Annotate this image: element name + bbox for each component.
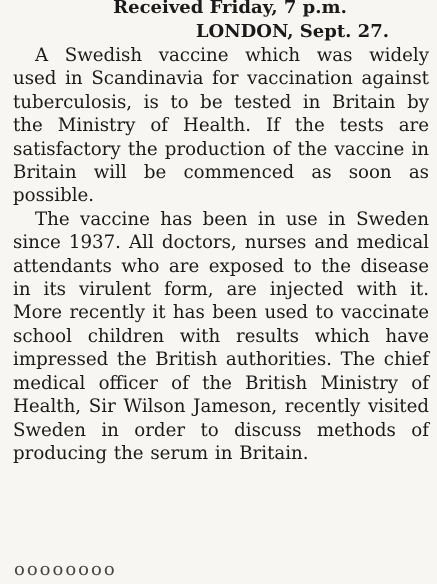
paragraph-2: The vaccine has been in use in Sweden since 1937. All doctors, nurses and medical attendants who are exposed to the disease in its virulent form, are injected with it. More recently it has been used to vaccinate school children with results which have impressed the British authorities. The chief medical officer of the British Ministry of Health, Sir Wilson Jameson, recently visited Sweden in order to discuss methods of producing the serum in Britain. [13,208,429,464]
received-line: Received Friday, 7 p.m. [113,0,347,18]
clipping-cut-edge: oooooooo [14,559,117,580]
dateline: LONDON, Sept. 27. [195,21,389,42]
paragraph-1: A Swedish vaccine which was widely used in Scandinavia for vaccination against tuberculosis, is to be tested in Britain by the Ministry of Health. If the tests are satisfactory the production of the vaccine in Britain will be commenced as soon as possible. [13,45,429,207]
